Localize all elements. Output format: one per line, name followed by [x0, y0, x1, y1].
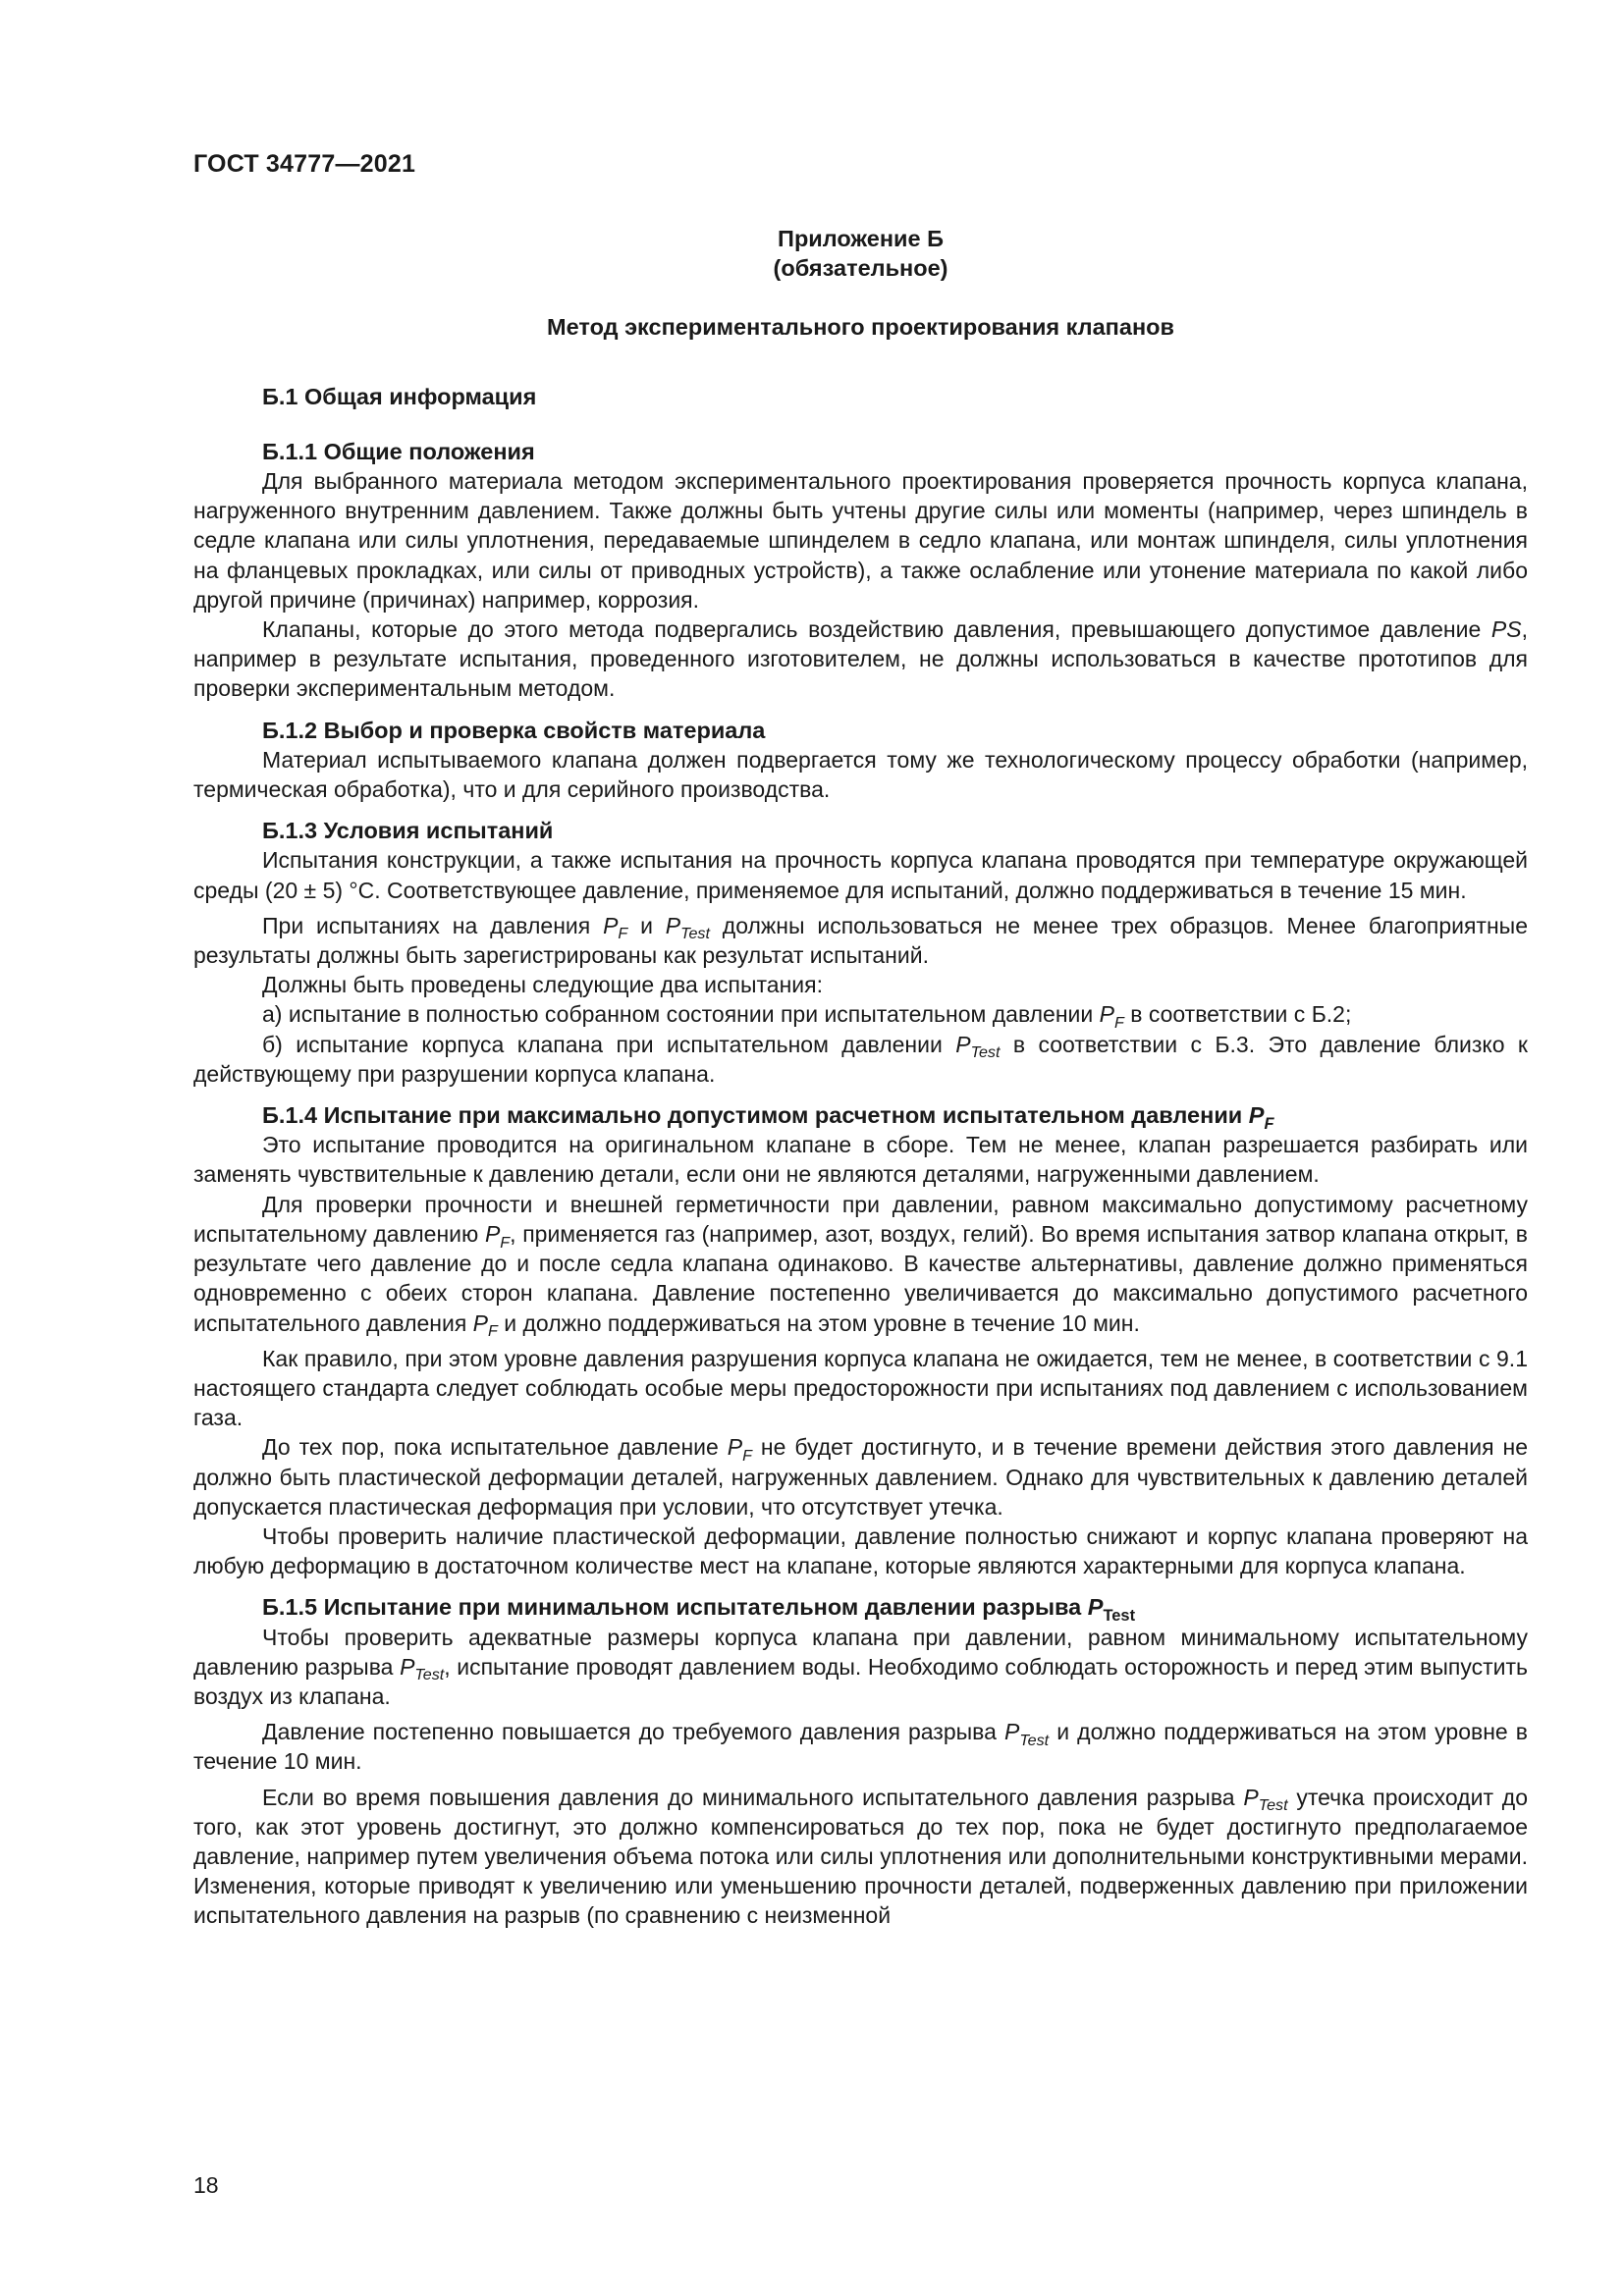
paragraph-b13-3: Должны быть проведены следующие два испытания: — [262, 972, 823, 998]
symbol-pf: P — [1248, 1102, 1265, 1129]
paragraph-b13-1: Испытания конструкции, а также испытания на прочность корпуса клапана проводятся при температуре окружающей среды (20 ± 5) °С. Соответствующее давление, применяемое для испытаний, должно поддерживаться в течение 15 мин. — [193, 847, 1528, 903]
symbol-pf: P — [472, 1309, 489, 1336]
paragraph-b15-3: Если во время повышения давления до минимального испытательного давления разрыва $P_{Test}$ утечка происходит до того, как этот уровень достигнут, это должно компенсироваться до тех пор, пока не будет достигнуто предполагаемое давление, например путем увеличения объема потока или силы уплотнения или дополнительными конструктивными мерами. Изменения, которые приводят к увеличению или уменьшению прочности деталей, подверженных давлению при приложении испытательного давления на разрыв (по сравнению с неизменной — [193, 1784, 1528, 1929]
paragraph-b11-1: Для выбранного материала методом экспериментального проектирования проверяется прочность корпуса клапана, нагруженного внутренним давлением. Также должны быть учтены другие силы или моменты (например, через шпиндель в седле клапана или силы уплотнения, передаваемые шпинделем в седло клапана, или монтаж шпинделя, силы уплотнения на фланцевых прокладках, или силы от приводных устройств), а также ослабление или утонение материала по какой либо другой причине (причинах) например, коррозия. — [193, 468, 1528, 613]
symbol-pf: P — [727, 1434, 743, 1461]
paragraph-b12-1: Материал испытываемого клапана должен подвергается тому же технологическому процессу обработки (например, термическая обработка), что и для серийного производства. — [193, 746, 1528, 803]
paragraph-b11-2: Клапаны, которые до этого метода подвергались воздействию давления, превышающего допустимое давление PS, например в результате испытания, проведенного изготовителем, не должны использоваться в качестве прототипов для проверки экспериментальным методом. — [193, 616, 1528, 702]
section-heading-b1: Б.1 Общая информация — [262, 383, 537, 409]
paragraph-b14-4: До тех пор, пока испытательное давление $P_F$ не будет достигнуто, и в течение времени действия этого давления не должно быть пластической деформации деталей, нагруженных давлением. Однако для чувствительных к давлению деталей допускается пластическая деформация при условии, что отсутствует утечка. — [193, 1434, 1528, 1520]
annex-status: (обязательное) — [773, 255, 948, 282]
section-heading-b13: Б.1.3 Условия испытаний — [262, 818, 554, 844]
symbol-ptest: P — [665, 912, 681, 938]
list-item-a: а) испытание в полностью собранном состоянии при испытательном давлении $P_F$ в соответствии с Б.2; — [262, 1001, 1352, 1033]
section-heading-b15: Б.1.5 Испытание при минимальном испытательном давлении разрыва $P_{Test}$ — [262, 1594, 1136, 1626]
paragraph-b15-1: Чтобы проверить адекватные размеры корпуса клапана при давлении, равном минимальному испытательному давлению разрыва $P_{Test}$, испытание проводят давлением воды. Необходимо соблюдать осторожность и перед этим выпустить воздух из клапана. — [193, 1624, 1529, 1709]
paragraph-b14-5: Чтобы проверить наличие пластической деформации, давление полностью снижают и корпус клапана проверяют на любую деформацию в достаточном количестве мест на клапане, которые являются характерными для корпуса клапана. — [193, 1522, 1528, 1579]
page-content — [193, 224, 1528, 1931]
paragraph-b14-2: Для проверки прочности и внешней герметичности при давлении, равном максимально допустимому расчетному испытательному давлению $P_F$, применяется газ (например, азот, воздух, гелий). Во время испытания затвор клапана открыт, в результате чего давление до и после седла клапана одинаково. В качестве альтернативы, давление должно применяться одновременно с обеих сторон клапана. Давление постепенно увеличивается до максимально допустимого расчетного испытательного давления $P_F$ и должно поддерживаться на этом уровне в течение 10 мин. — [193, 1191, 1528, 1341]
symbol-pf: P — [1099, 1001, 1114, 1028]
annex-title: Приложение Б — [778, 226, 944, 251]
symbol-pf: P — [484, 1220, 501, 1247]
annex-name: Метод экспериментального проектирования клапанов — [547, 314, 1174, 341]
symbol-ptest: P — [955, 1031, 971, 1057]
symbol-ptest: P — [1003, 1719, 1020, 1745]
section-heading-b14: Б.1.4 Испытание при максимально допустимом расчетном испытательном давлении $P_F$ — [262, 1102, 1274, 1133]
paragraph-b15-2: Давление постепенно повышается до требуемого давления разрыва $P_{Test}$ и должно поддерживаться на этом уровне в течение 10 мин. — [193, 1719, 1528, 1775]
standard-code: ГОСТ 34777—2021 — [193, 150, 416, 178]
list-item-b: б) испытание корпуса клапана при испытательном давлении $P_{Test}$ в соответствии с Б.3. Это давление близко к действующему при разрушении корпуса клапана. — [193, 1031, 1528, 1087]
page-number: 18 — [193, 2172, 219, 2198]
section-heading-b11: Б.1.1 Общие положения — [262, 438, 535, 464]
symbol-ptest: P — [1243, 1784, 1259, 1810]
symbol-ptest: P — [1087, 1594, 1104, 1621]
paragraph-b14-1: Это испытание проводится на оригинальном клапане в сборе. Тем не менее, клапан разрешается разбирать или заменять чувствительные к давлению детали, если они не являются деталями, нагруженными давлением. — [193, 1132, 1528, 1188]
paragraph-b14-3: Как правило, при этом уровне давления разрушения корпуса клапана не ожидается, тем не менее, в соответствии с 9.1 настоящего стандарта следует соблюдать особые меры предосторожности при испытаниях под давлением с использованием газа. — [193, 1345, 1528, 1431]
symbol-ps: PS — [1490, 616, 1522, 643]
paragraph-b13-2: При испытаниях на давления $P_F$ и $P_{Test}$ должны использоваться не менее трех образцов. Менее благоприятные результаты должны быть зарегистрированы как результат испытаний. — [193, 912, 1528, 969]
symbol-pf: P — [603, 912, 619, 938]
symbol-ptest: P — [400, 1653, 415, 1680]
section-heading-b12: Б.1.2 Выбор и проверка свойств материала — [262, 717, 766, 743]
